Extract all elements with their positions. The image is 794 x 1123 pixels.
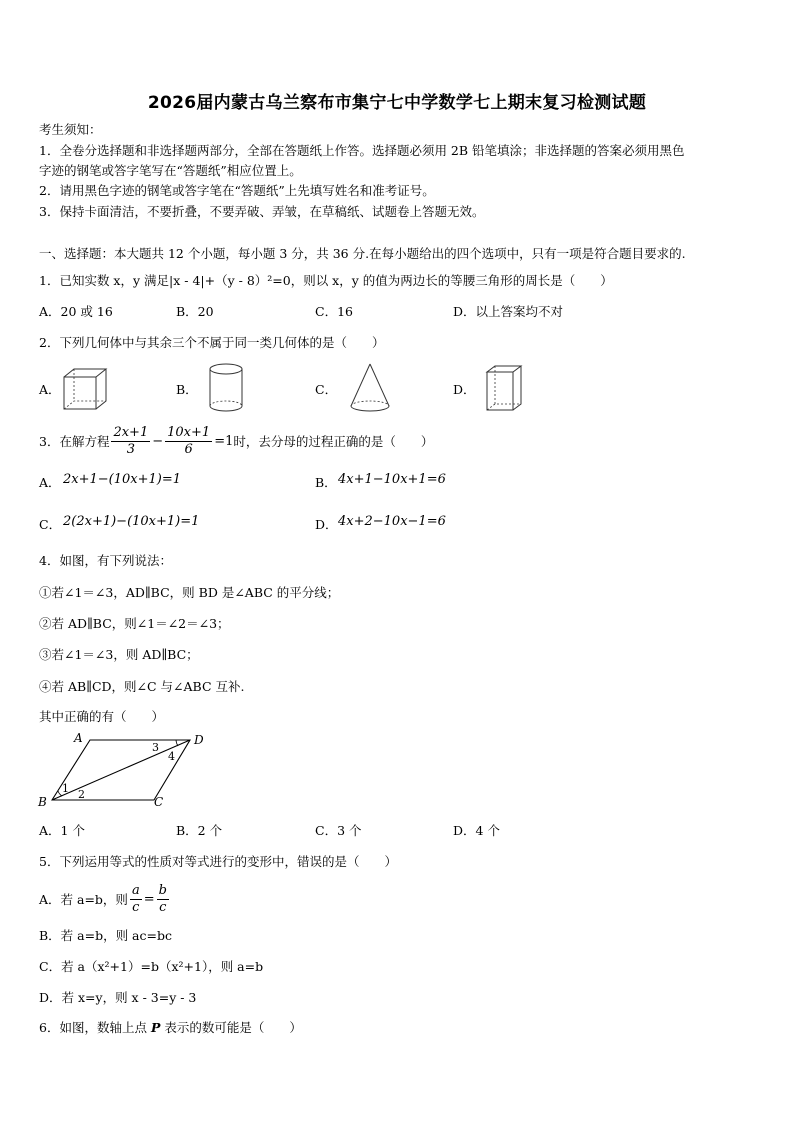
q5-fraction-1-num: a xyxy=(131,882,140,898)
q1-stem: 1．已知实数 x，y 满足|x - 4|+（y - 8）²=0，则以 x，y 的值为两边长的等腰三角形的周长是（ ） xyxy=(39,273,613,288)
q5-fraction-1 xyxy=(130,883,142,916)
q5-eq: = xyxy=(143,891,155,907)
page-title: 2026届内蒙古乌兰察布市集宁七中学数学七上期末复习检测试题 xyxy=(147,93,647,113)
q4-statement-3: ③若∠1＝∠3，则 AD∥BC； xyxy=(39,647,199,662)
q6-stem xyxy=(39,1018,302,1036)
q4-which: 其中正确的有（ ） xyxy=(39,709,165,724)
q3-fraction-1 xyxy=(111,425,150,458)
q5-option-d: D．若 x=y，则 x - 3=y - 3 xyxy=(39,990,197,1005)
q3-option-b-expr: 4x+1−10x+1=6 xyxy=(338,472,446,487)
notice-line-2: 2．请用黑色字迹的钢笔或答字笔在“答题纸”上先填写姓名和准考证号。 xyxy=(39,183,435,198)
q3-option-c-label: C． xyxy=(39,517,62,532)
q3-fraction-2 xyxy=(165,425,212,458)
q4-statement-1: ①若∠1＝∠3，AD∥BC，则 BD 是∠ABC 的平分线； xyxy=(39,585,340,600)
vertex-c: C xyxy=(154,795,164,809)
q5-stem: 5．下列运用等式的性质对等式进行的变形中，错误的是（ ） xyxy=(39,854,397,869)
q4-statement-4: ④若 AB∥CD，则∠C 与∠ABC 互补. xyxy=(39,679,245,694)
prism-icon xyxy=(485,364,525,414)
q4-option-c: C．3 个 xyxy=(315,823,362,838)
cube-icon xyxy=(62,367,108,411)
q3-fraction-2-num: 10x+1 xyxy=(167,424,211,440)
vertex-d: D xyxy=(194,733,204,747)
q4-option-d: D．4 个 xyxy=(453,823,500,838)
q5-option-b: B．若 a=b，则 ac=bc xyxy=(39,928,172,943)
q4-option-a: A．1 个 xyxy=(39,823,85,838)
q2-option-c: C． xyxy=(315,382,338,397)
parallelogram-figure xyxy=(36,730,216,812)
q1-option-b: B．20 xyxy=(176,304,214,319)
cylinder-icon xyxy=(208,363,244,413)
q6-stem-post: 表示的数可能是（ ） xyxy=(160,1020,302,1035)
q1-option-d: D．以上答案均不对 xyxy=(453,304,564,319)
vertex-a: A xyxy=(74,731,83,745)
vertex-b: B xyxy=(38,795,47,809)
q6-stem-pre: 6．如图，数轴上点 xyxy=(39,1020,151,1035)
q2-option-d: D． xyxy=(453,382,476,397)
q5-option-a-pre: A．若 a=b，则 xyxy=(39,892,128,907)
q3-fraction-1-num: 2x+1 xyxy=(113,424,149,440)
notice-line-3: 3．保持卡面清洁，不要折叠，不要弄破、弄皱，在草稿纸、试题卷上答题无效。 xyxy=(39,204,485,219)
q4-stem: 4．如图，有下列说法： xyxy=(39,553,172,568)
q3-stem xyxy=(39,420,433,462)
section-heading: 一、选择题：本大题共 12 个小题，每小题 3 分，共 36 分.在每小题给出的四个选项中，只有一项是符合题目要求的. xyxy=(39,246,686,261)
notice-heading: 考生须知： xyxy=(39,122,102,137)
q3-fraction-1-den: 3 xyxy=(126,441,135,457)
q5-fraction-2 xyxy=(157,883,169,916)
q5-fraction-2-den: c xyxy=(159,899,167,915)
angle-2-label: 2 xyxy=(78,788,85,801)
q3-stem-pre: 3．在解方程 xyxy=(39,434,110,449)
angle-3-label: 3 xyxy=(152,741,159,754)
q3-option-c-expr: 2(2x+1)−(10x+1)=1 xyxy=(63,514,200,529)
notice-line-1b: 字迹的钢笔或答字笔写在“答题纸”相应位置上。 xyxy=(39,163,302,178)
q5-fraction-1-den: c xyxy=(132,899,140,915)
q4-statement-2: ②若 AD∥BC，则∠1＝∠2＝∠3； xyxy=(39,616,230,631)
q3-option-b-label: B． xyxy=(315,475,337,490)
notice-line-1a: 1．全卷分选择题和非选择题两部分，全部在答题纸上作答。选择题必须用 2B 铅笔填涂；非选择题的答案必须用黑色 xyxy=(39,143,685,158)
q3-fraction-2-den: 6 xyxy=(184,441,193,457)
cone-icon xyxy=(349,362,391,414)
q3-option-a-label: A． xyxy=(39,475,61,490)
q3-eq: =1 xyxy=(214,433,234,449)
q4-option-b: B．2 个 xyxy=(176,823,223,838)
q3-stem-post: 时，去分母的过程正确的是（ ） xyxy=(233,434,434,449)
q2-option-a: A． xyxy=(39,382,61,397)
angle-4-label: 4 xyxy=(168,750,175,763)
q5-fraction-2-num: b xyxy=(158,882,167,898)
q1-option-a: A．20 或 16 xyxy=(39,304,113,319)
q5-option-c: C．若 a（x²+1）=b（x²+1），则 a=b xyxy=(39,959,264,974)
q6-point-p: P xyxy=(150,1020,161,1035)
q3-option-d-expr: 4x+2−10x−1=6 xyxy=(338,514,446,529)
q3-option-a-expr: 2x+1−(10x+1)=1 xyxy=(63,472,182,487)
q2-option-b: B． xyxy=(176,382,198,397)
q5-option-a xyxy=(39,878,171,920)
q3-option-d-label: D． xyxy=(315,517,338,532)
q1-option-c: C．16 xyxy=(315,304,353,319)
q3-minus: − xyxy=(152,433,164,449)
q2-stem: 2．下列几何体中与其余三个不属于同一类几何体的是（ ） xyxy=(39,335,385,350)
angle-1-label: 1 xyxy=(62,782,69,795)
